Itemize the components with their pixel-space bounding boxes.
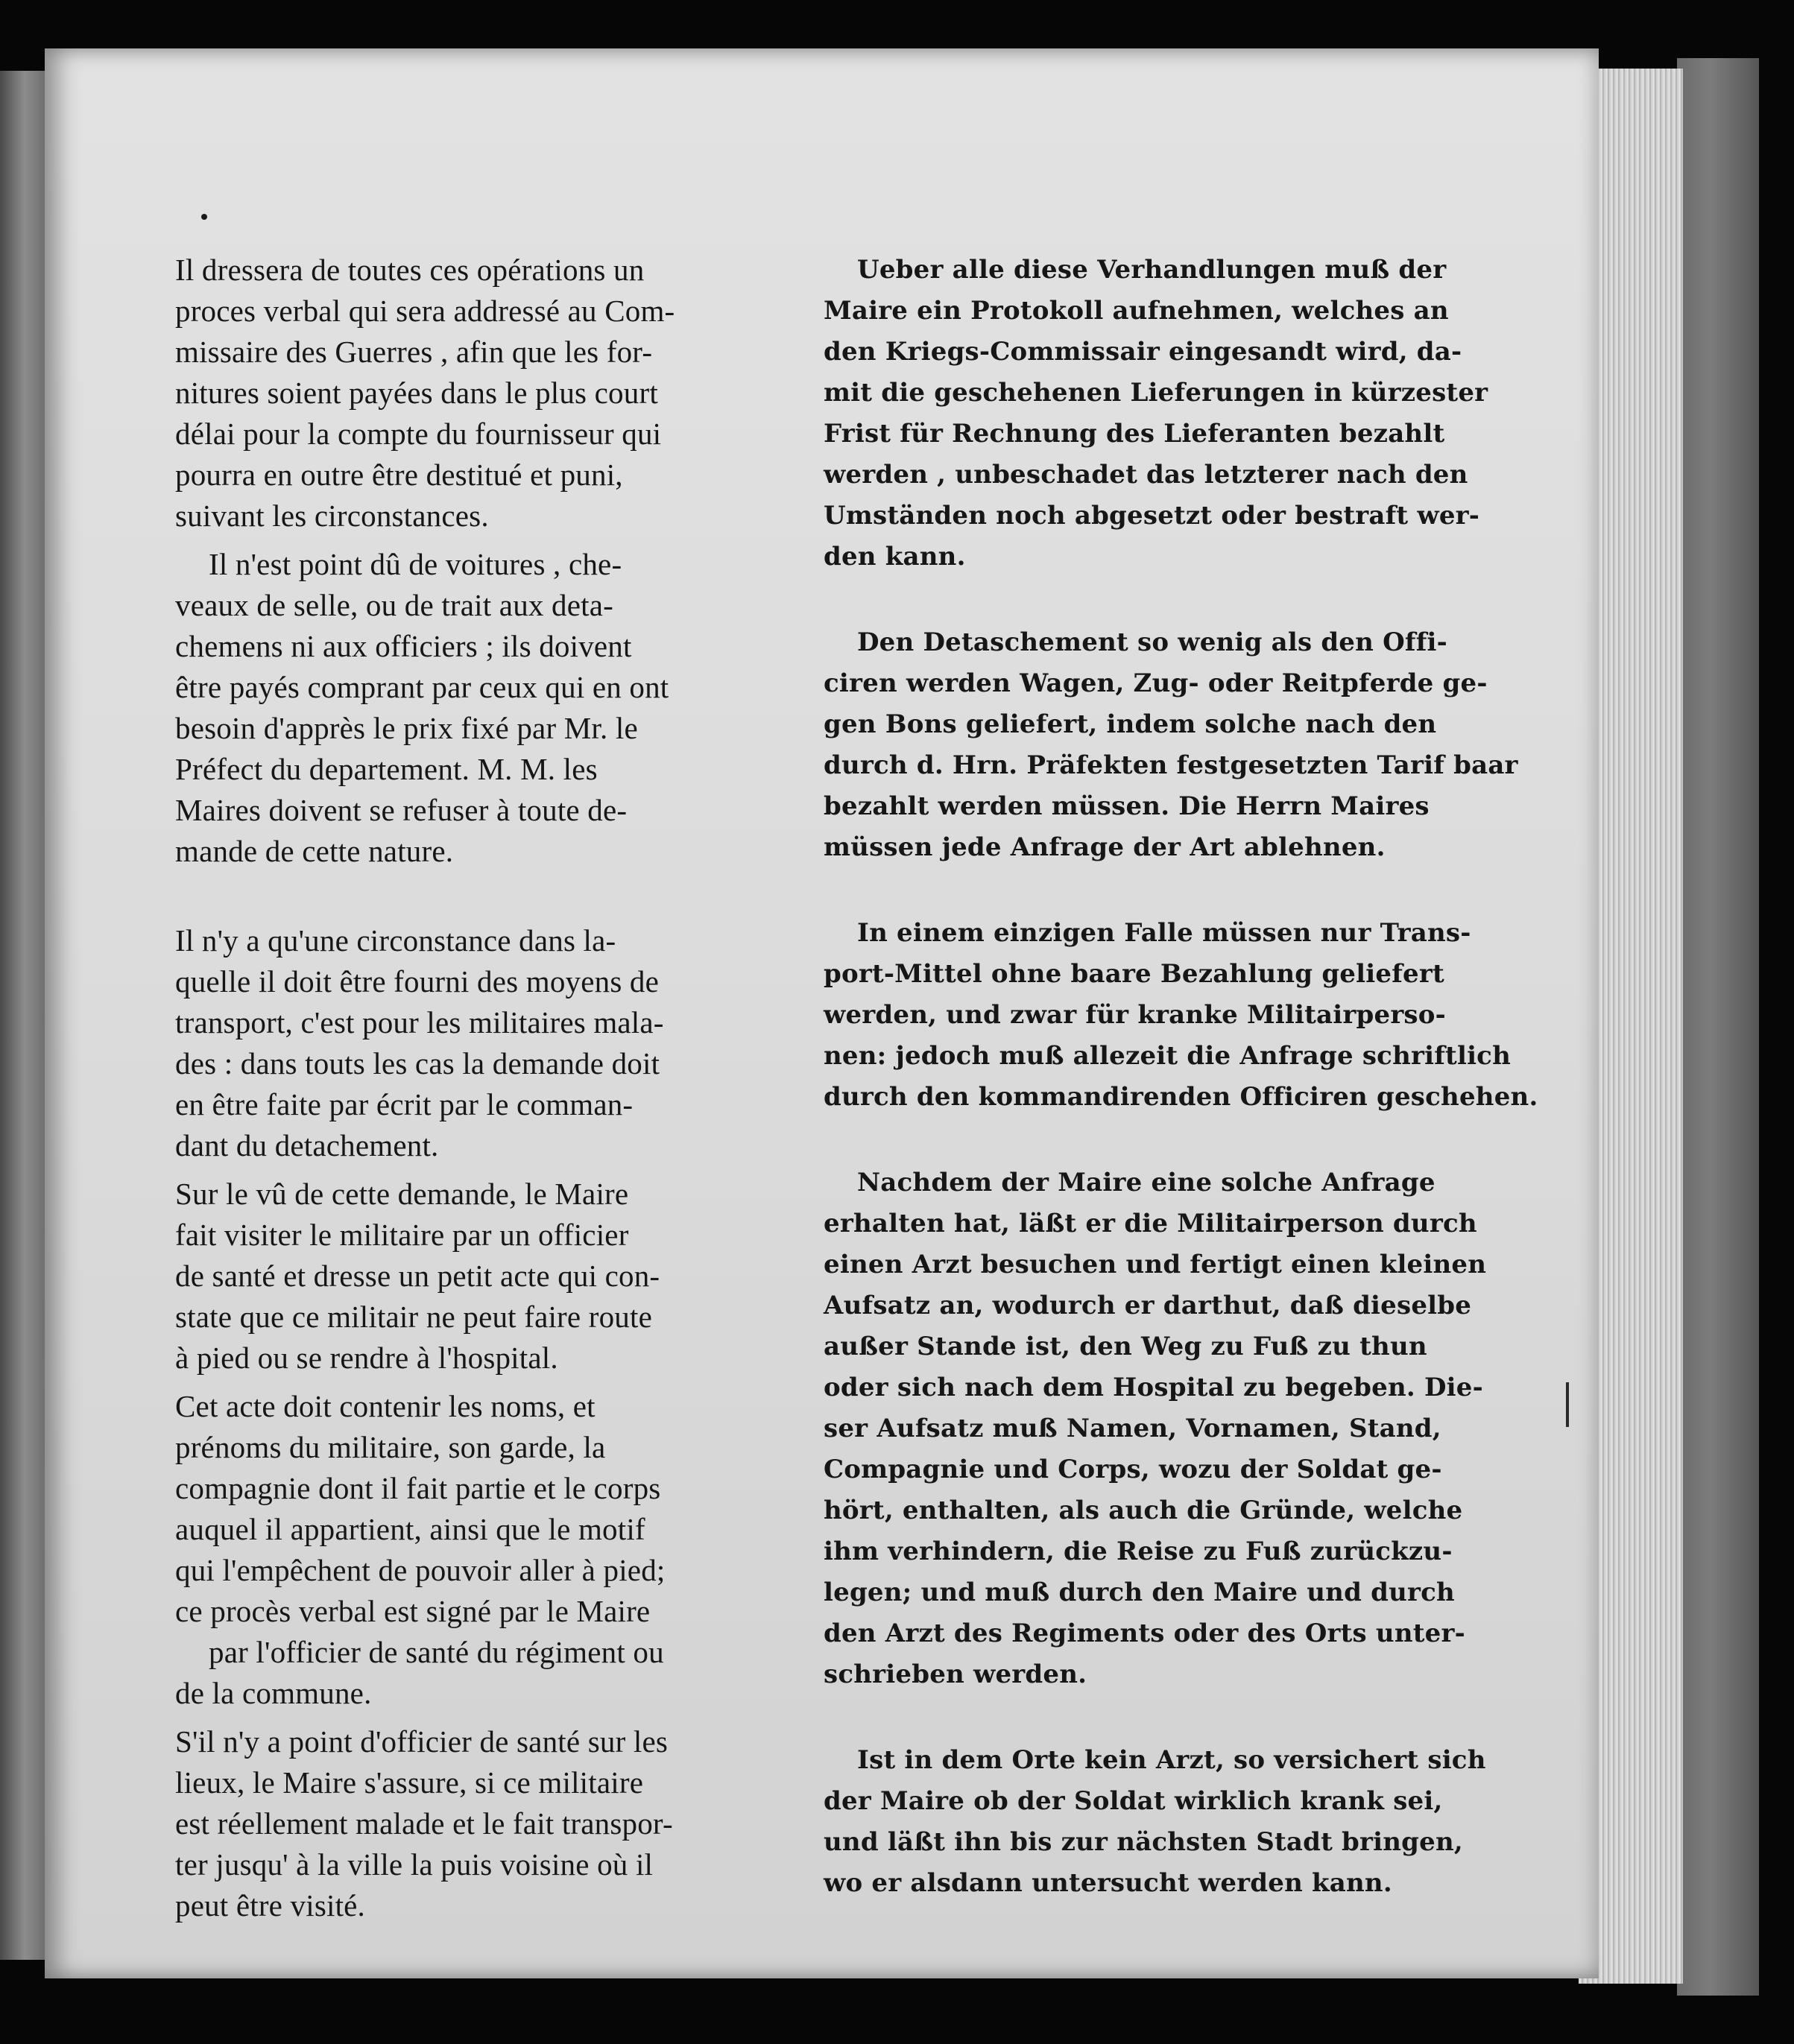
text-line: ter jusqu' à la ville la puis voisine où il [175,1847,654,1882]
text-line: délai pour la compte du fournisseur qui [175,417,662,451]
text-line: werden , unbeschadet das letzterer nach den [824,460,1468,490]
text-line: Ist in dem Orte kein Arzt, so versichert sich [857,1745,1486,1775]
text-line: Ueber alle diese Verhandlungen muß der [857,255,1447,285]
text-line: wo er alsdann untersucht werden kann. [824,1868,1392,1898]
text-line [175,872,786,913]
text-line: Compagnie und Corps, wozu der Soldat ge- [824,1455,1442,1484]
german-paragraph [824,913,1538,1118]
german-paragraph [824,1162,1487,1695]
text-line: Frist für Rechnung des Lieferanten bezahlt [824,419,1445,449]
text-line: ser Aufsatz muß Namen, Vornamen, Stand, [824,1414,1441,1443]
text-line: pourra en outre être destitué et puni, [175,458,623,492]
french-paragraph [175,1721,786,1926]
text-line: den Arzt des Regiments oder des Orts unter- [824,1619,1465,1648]
french-paragraph [175,1174,786,1379]
text-line: müssen jede Anfrage der Art ablehnen. [824,832,1386,862]
text-line: Aufsatz an, wodurch er darthut, daß dieselbe [824,1291,1472,1320]
text-line: Il dressera de toutes ces opérations un [175,253,645,287]
ink-speck [201,214,207,220]
text-line: Il n'y a qu'une circonstance dans la- [175,923,616,958]
text-line: außer Stande ist, den Weg zu Fuß zu thun [824,1332,1427,1361]
text-line: fait visiter le militaire par un officier [175,1218,629,1252]
text-line: legen; und muß durch den Maire und durch [824,1578,1455,1607]
text-line: Umständen noch abgesetzt oder bestraft wer- [824,501,1480,531]
german-paragraph [824,622,1518,868]
text-line: proces verbal qui sera addressé au Com- [175,294,675,328]
text-line: Cet acte doit contenir les noms, et [175,1389,596,1423]
text-line: missaire des Guerres , afin que les for- [175,335,653,369]
text-line: Den Detaschement so wenig als den Offi- [857,627,1447,657]
text-line: durch d. Hrn. Präfekten festgesetzten Tarif baar [824,750,1518,780]
text-line: peut être visité. [175,1888,366,1923]
text-line: quelle il doit être fourni des moyens de [175,964,660,999]
text-line: S'il n'y a point d'officier de santé sur les [175,1724,669,1759]
text-line: hört, enthalten, als auch die Gründe, welche [824,1496,1463,1525]
text-line: Nachdem der Maire eine solche Anfrage [857,1168,1435,1197]
text-line: de la commune. [175,1676,372,1710]
text-line: des : dans touts les cas la demande doit [175,1046,660,1080]
text-line: compagnie dont il fait partie et le corps [175,1471,661,1505]
text-line: port-Mittel ohne baare Bezahlung geliefert [824,959,1444,989]
text-line: ciren werden Wagen, Zug- oder Reitpferde ge- [824,668,1488,698]
text-line: einen Arzt besuchen und fertigt einen kleinen [824,1250,1487,1279]
german-paragraph [824,250,1488,578]
text-line: In einem einzigen Falle müssen nur Trans- [857,918,1471,948]
text-line: suivant les circonstances. [175,499,489,533]
text-line: den kann. [824,542,966,572]
text-line: prénoms du militaire, son garde, la [175,1430,606,1464]
text-line: transport, c'est pour les militaires mala- [175,1005,664,1040]
text-line: mande de cette nature. [175,834,454,868]
text-line: dant du detachement. [175,1128,439,1162]
text-line: nen: jedoch muß allezeit die Anfrage schriftlich [824,1041,1512,1071]
text-line: und läßt ihn bis zur nächsten Stadt bringen, [824,1827,1463,1857]
text-line: oder sich nach dem Hospital zu begeben. Die- [824,1373,1483,1402]
text-line: gen Bons geliefert, indem solche nach den [824,709,1437,739]
text-line: state que ce militair ne peut faire route [175,1300,652,1334]
text-line: ce procès verbal est signé par le Maire [175,1594,651,1628]
text-line: Maires doivent se refuser à toute de- [175,793,628,827]
text-line: der Maire ob der Soldat wirklich krank sei, [824,1786,1443,1816]
french-paragraph [175,250,786,537]
french-column [175,250,786,1926]
text-line: Préfect du departement. M. M. les [175,752,598,786]
text-line: erhalten hat, läßt er die Militairperson durch [824,1209,1477,1238]
text-line: Sur le vû de cette demande, le Maire [175,1177,629,1211]
text-line: à pied ou se rendre à l'hospital. [175,1341,558,1375]
german-paragraph [824,1740,1486,1904]
text-line: durch den kommandirenden Officiren geschehen. [824,1082,1538,1112]
text-line: veaux de selle, ou de trait aux deta- [175,588,613,622]
french-paragraph [175,544,786,913]
text-line: werden, und zwar für kranke Militairperso- [824,1000,1446,1030]
text-line: être payés comprant par ceux qui en ont [175,670,669,704]
scanned-page [45,48,1599,1978]
text-line: est réellement malade et le fait transpor- [175,1806,673,1841]
text-line: Il n'est point dû de voitures , che- [209,547,622,581]
text-line: den Kriegs-Commissair eingesandt wird, da- [824,337,1462,367]
text-line: par l'officier de santé du régiment ou [209,1635,664,1669]
text-line: auquel il appartient, ainsi que le motif [175,1512,645,1546]
text-line: qui l'empêchent de pouvoir aller à pied; [175,1553,666,1587]
text-line: chemens ni aux officiers ; ils doivent [175,629,632,663]
book-cover-edge [1677,58,1759,1996]
german-column [824,250,1538,1904]
text-line: mit die geschehenen Lieferungen in kürzester [824,378,1488,408]
text-line: de santé et dresse un petit acte qui con- [175,1259,660,1293]
text-line: schrieben werden. [824,1659,1087,1689]
text-line: Maire ein Protokoll aufnehmen, welches an [824,296,1449,326]
text-line: ihm verhindern, die Reise zu Fuß zurückzu- [824,1537,1453,1566]
facing-page-edge [0,71,45,1960]
margin-mark [1566,1382,1569,1427]
text-line: besoin d'apprès le prix fixé par Mr. le [175,711,638,745]
text-line: lieux, le Maire s'assure, si ce militaire [175,1765,644,1800]
text-line: bezahlt werden müssen. Die Herrn Maires [824,791,1430,821]
french-paragraph [175,920,786,1166]
text-line: en être faite par écrit par le comman- [175,1087,634,1121]
text-line: nitures soient payées dans le plus court [175,376,658,410]
french-paragraph [175,1386,786,1714]
